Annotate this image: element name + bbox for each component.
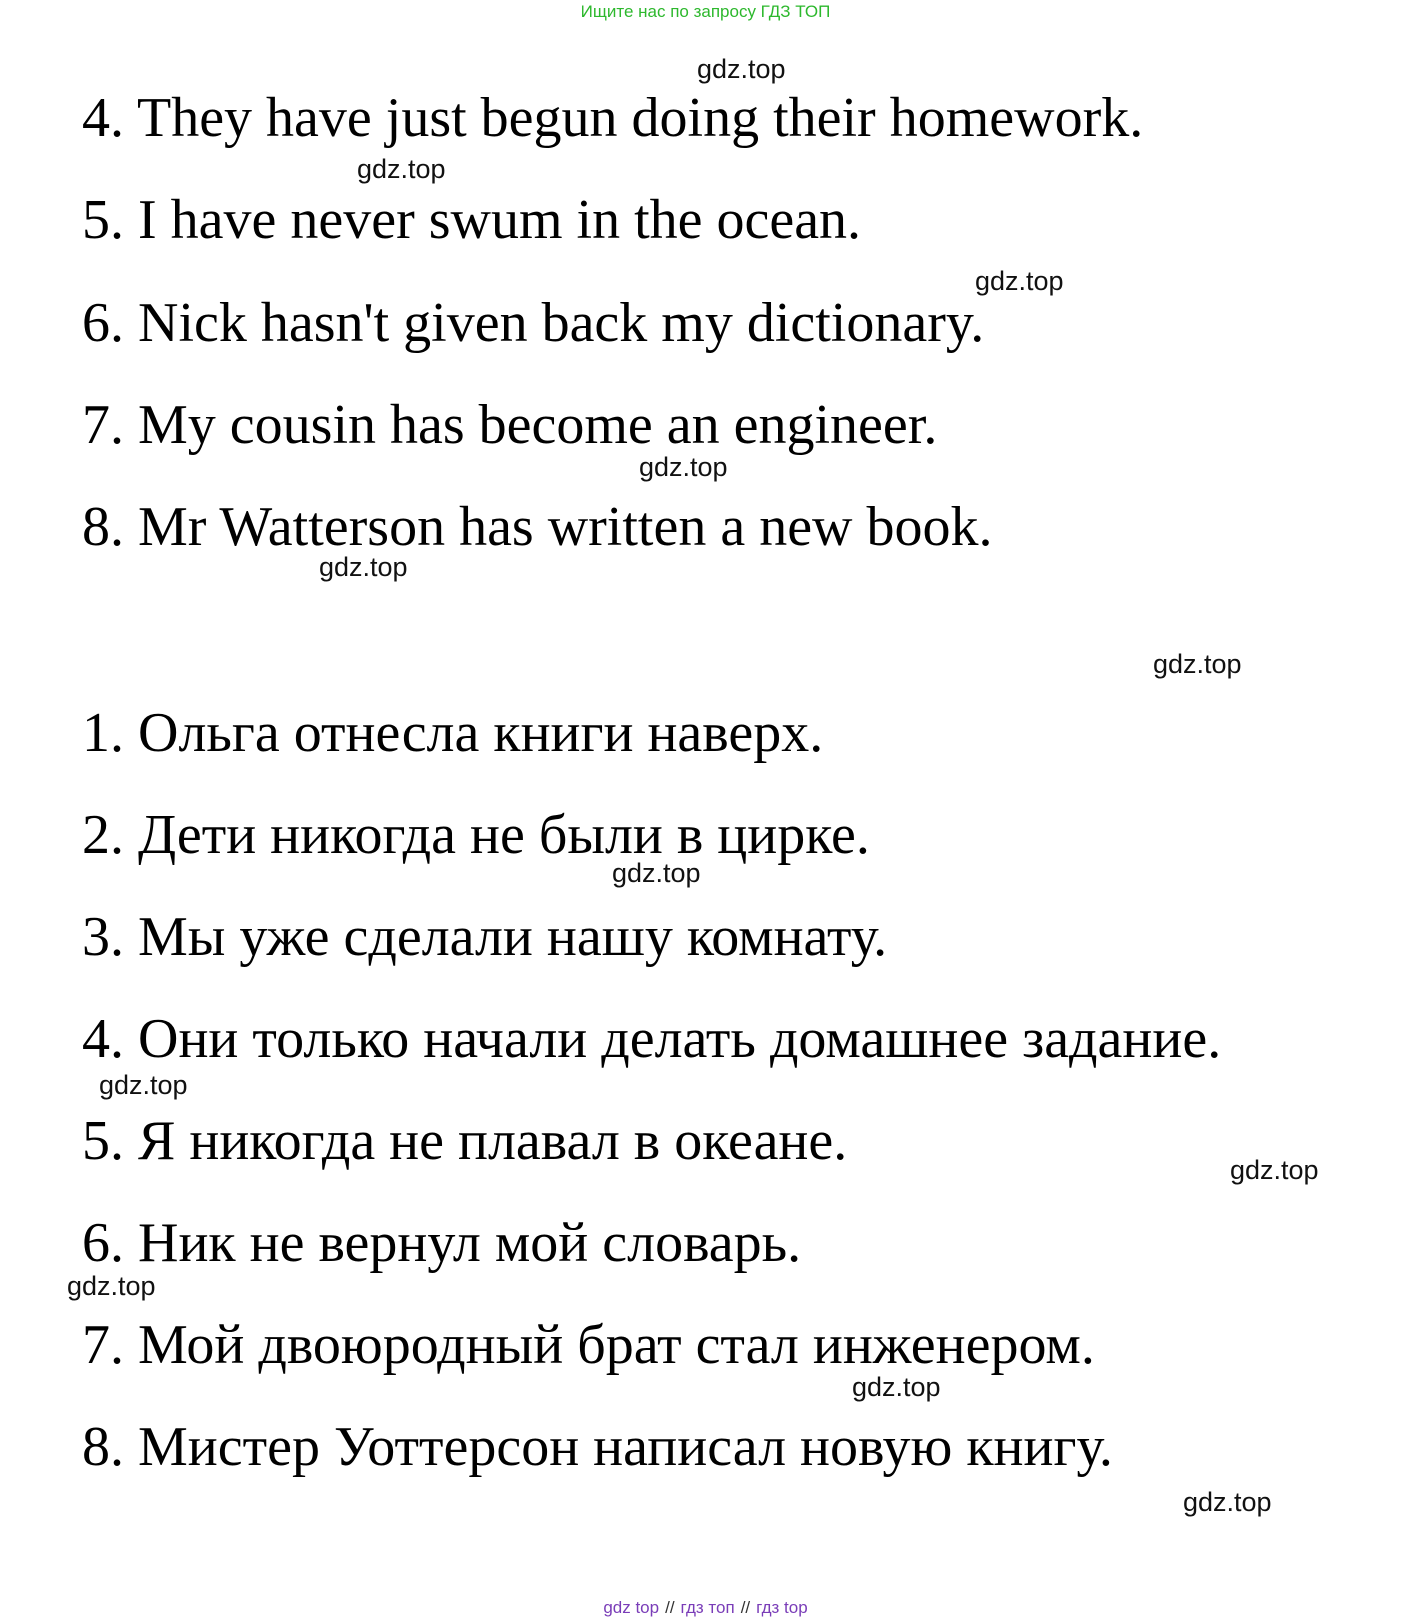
watermark: gdz.top [67, 1271, 156, 1301]
footer-links [0, 1598, 1411, 1618]
footer-separator: // [665, 1598, 675, 1617]
russian-sentence-7: 7. Мой двоюродный брат стал инженером. [82, 1314, 1095, 1376]
russian-sentence-3: 3. Мы уже сделали нашу комнату. [82, 906, 888, 968]
watermark: gdz.top [1153, 649, 1242, 679]
watermark: gdz.top [357, 154, 446, 184]
watermark: gdz.top [612, 858, 701, 888]
russian-sentence-2: 2. Дети никогда не были в цирке. [82, 804, 870, 866]
watermark: gdz.top [639, 452, 728, 482]
watermark: gdz.top [697, 54, 786, 84]
english-sentence-7: 7. My cousin has become an engineer. [82, 394, 938, 456]
footer-link-gdz-top[interactable]: gdz top [603, 1598, 660, 1617]
russian-sentence-8: 8. Мистер Уоттерсон написал новую книгу. [82, 1416, 1113, 1478]
russian-sentence-6: 6. Ник не вернул мой словарь. [82, 1212, 802, 1274]
watermark: gdz.top [852, 1372, 941, 1402]
russian-sentence-5: 5. Я никогда не плавал в океане. [82, 1110, 848, 1172]
footer-link-gdz-top-mixed[interactable]: гдз top [756, 1598, 808, 1617]
footer-separator: // [740, 1598, 751, 1617]
english-sentence-4: 4. They have just begun doing their homework. [82, 87, 1144, 149]
english-sentence-6: 6. Nick hasn't given back my dictionary. [82, 292, 985, 354]
english-sentence-8: 8. Mr Watterson has written a new book. [82, 496, 993, 558]
watermark: gdz.top [1230, 1155, 1319, 1185]
russian-sentence-1: 1. Ольга отнесла книги наверх. [82, 702, 824, 764]
russian-sentence-4: 4. Они только начали делать домашнее задание. [82, 1008, 1222, 1070]
watermark: gdz.top [975, 266, 1064, 296]
footer-link-gdz-top-ru[interactable]: гдз топ [680, 1598, 735, 1617]
watermark: gdz.top [99, 1070, 188, 1100]
watermark: gdz.top [319, 552, 408, 582]
english-sentence-5: 5. I have never swum in the ocean. [82, 189, 862, 251]
watermark: gdz.top [1183, 1487, 1272, 1517]
top-banner[interactable]: Ищите нас по запросу ГДЗ ТОП [580, 2, 831, 21]
